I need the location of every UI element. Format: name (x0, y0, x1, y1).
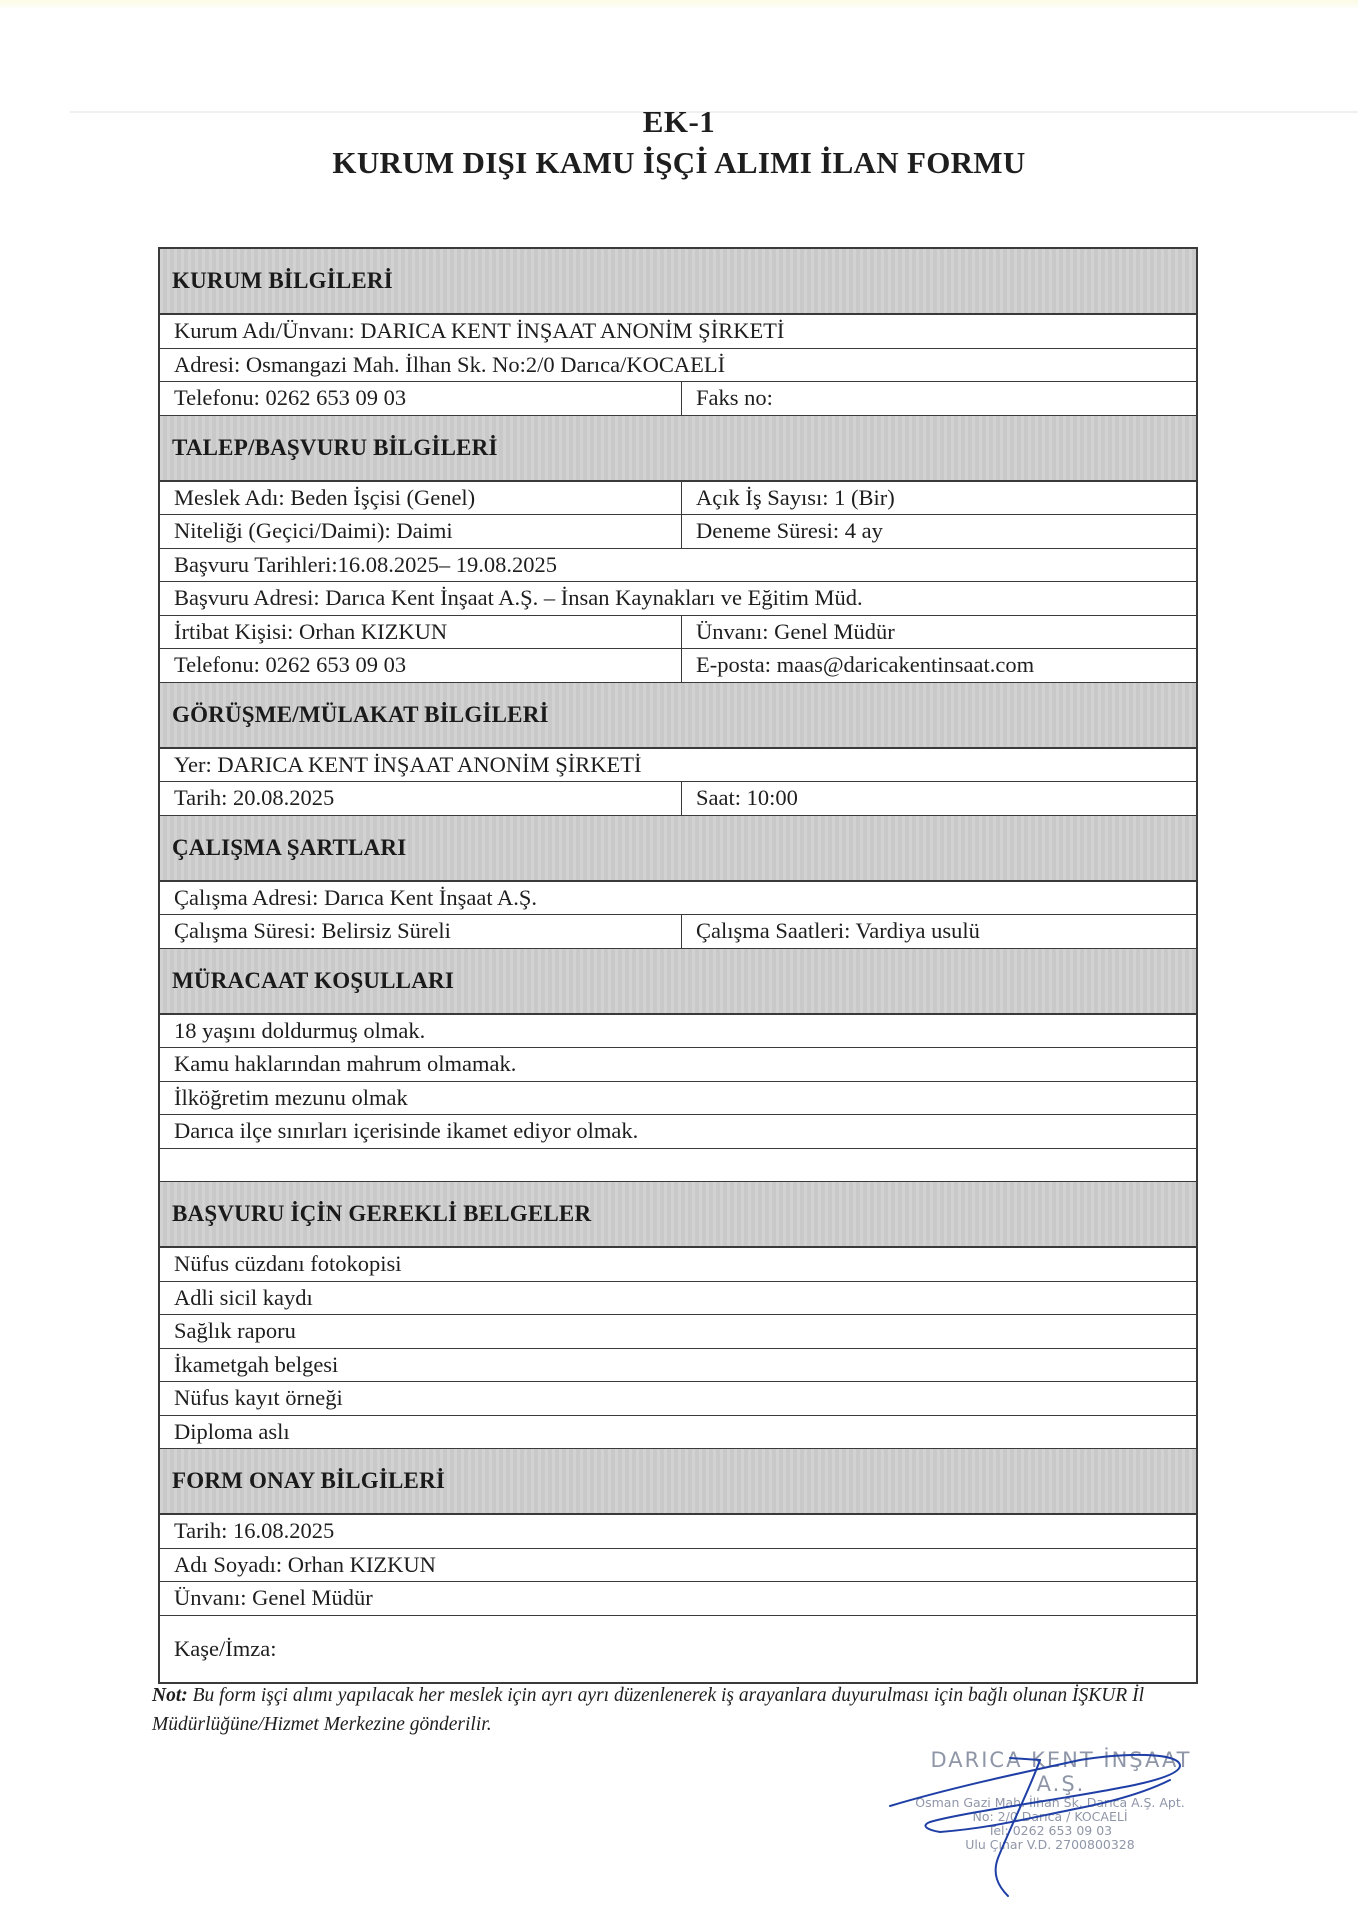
condition-item: İlköğretim mezunu olmak (174, 1084, 408, 1110)
contact-title: Ünvanı: Genel Müdür (696, 618, 895, 644)
form-row (160, 1549, 1196, 1583)
condition-row (160, 1048, 1196, 1082)
form-row (160, 382, 1196, 416)
contact-phone: Telefonu: 0262 653 09 03 (160, 649, 682, 682)
signature-icon (880, 1748, 1220, 1898)
work-hours: Çalışma Saatleri: Vardiya usulü (696, 918, 980, 944)
occupation-name: Meslek Adı: Beden İşçisi (Genel) (160, 482, 682, 515)
form-row (160, 515, 1196, 549)
company-stamp (880, 1748, 1220, 1858)
stamp-company: DARICA KENT İNŞAAT A.Ş. (930, 1748, 1192, 1796)
section-header-muracaat: MÜRACAAT KOŞULLARI (160, 949, 1196, 1015)
document-row (160, 1315, 1196, 1349)
application-address: Başvuru Adresi: Darıca Kent İnşaat A.Ş. – İnsan Kaynakları ve Eğitim Müd. (174, 585, 863, 611)
condition-item (160, 1149, 1196, 1182)
institution-phone: Telefonu: 0262 653 09 03 (160, 382, 682, 415)
document-row (160, 1282, 1196, 1316)
stamp-city: No: 2/0 Darıca / KOCAELİ (972, 1809, 1128, 1824)
form-row (160, 1515, 1196, 1549)
condition-row (160, 1082, 1196, 1116)
page-title: KURUM DIŞI KAMU İŞÇİ ALIMI İLAN FORMU (332, 145, 1026, 180)
section-header-talep: TALEP/BAŞVURU BİLGİLERİ (160, 416, 1196, 482)
document-row (160, 1382, 1196, 1416)
institution-fax: Faks no: (696, 385, 773, 411)
trial-period: Deneme Süresi: 4 ay (696, 518, 883, 544)
form-row (160, 616, 1196, 650)
document-item: Sağlık raporu (174, 1318, 296, 1344)
footnote (152, 1681, 1212, 1739)
section-header-gorusme: GÖRÜŞME/MÜLAKAT BİLGİLERİ (160, 683, 1196, 749)
annex-label: EK-1 (642, 104, 716, 139)
section-header-onay: FORM ONAY BİLGİLERİ (160, 1449, 1196, 1515)
work-duration: Çalışma Süresi: Belirsiz Süreli (160, 915, 682, 948)
footnote-label: Not: (152, 1685, 188, 1706)
employment-nature: Niteliği (Geçici/Daimi): Daimi (160, 515, 682, 548)
form-row (160, 582, 1196, 616)
institution-address: Adresi: Osmangazi Mah. İlhan Sk. No:2/0 Darıca/KOCAELİ (174, 351, 726, 377)
document-item: İkametgah belgesi (174, 1351, 339, 1377)
form-row (160, 1582, 1196, 1616)
approver-name: Adı Soyadı: Orhan KIZKUN (174, 1551, 436, 1577)
document-row (160, 1349, 1196, 1383)
document-item: Nüfus kayıt örneği (174, 1385, 343, 1411)
document-header (0, 103, 1358, 185)
document-item: Adli sicil kaydı (174, 1284, 313, 1310)
form-row (160, 749, 1196, 783)
stamp-phone: Tel: 0262 653 09 03 (987, 1823, 1113, 1838)
form-row (160, 1616, 1196, 1682)
section-header-kurum: KURUM BİLGİLERİ (160, 249, 1196, 315)
stamp-address: Osman Gazi Mah. İlhan Sk. Darıca A.Ş. Apt. (915, 1795, 1185, 1810)
footnote-text: Bu form işçi alımı yapılacak her meslek için ayrı ayrı düzenlenerek iş arayanlara duyurulması için bağlı olunan İŞKUR İl Müdürlüğüne/Hizmet Merkezine gönderilir. (152, 1685, 1145, 1735)
contact-email: E-posta: maas@daricakentinsaat.com (696, 652, 1035, 678)
stamp-signature-field: Kaşe/İmza: (174, 1635, 277, 1661)
condition-row-empty (160, 1149, 1196, 1183)
form-row (160, 782, 1196, 816)
condition-item: 18 yaşını doldurmuş olmak. (174, 1017, 426, 1043)
document-row (160, 1248, 1196, 1282)
form-row (160, 349, 1196, 383)
document-row (160, 1416, 1196, 1450)
institution-name: Kurum Adı/Ünvanı: DARICA KENT İNŞAAT ANONİM ŞİRKETİ (174, 318, 785, 344)
section-header-belgeler: BAŞVURU İÇİN GEREKLİ BELGELER (160, 1182, 1196, 1248)
open-positions: Açık İş Sayısı: 1 (Bir) (696, 484, 895, 510)
form-row (160, 649, 1196, 683)
interview-place: Yer: DARICA KENT İNŞAAT ANONİM ŞİRKETİ (174, 751, 642, 777)
condition-row (160, 1115, 1196, 1149)
contact-person: İrtibat Kişisi: Orhan KIZKUN (160, 616, 682, 649)
interview-date: Tarih: 20.08.2025 (160, 782, 682, 815)
condition-item: Kamu haklarından mahrum olmamak. (174, 1051, 517, 1077)
application-dates: Başvuru Tarihleri:16.08.2025– 19.08.2025 (174, 551, 557, 577)
job-posting-form (158, 247, 1198, 1684)
form-row (160, 482, 1196, 516)
interview-time: Saat: 10:00 (696, 785, 798, 811)
stamp-tax: Ulu Çınar V.D. 2700800328 (965, 1837, 1135, 1852)
scan-edge-tint (0, 0, 1358, 9)
approval-date: Tarih: 16.08.2025 (174, 1518, 335, 1544)
form-row (160, 915, 1196, 949)
approver-title: Ünvanı: Genel Müdür (174, 1585, 373, 1611)
document-item: Nüfus cüzdanı fotokopisi (174, 1251, 402, 1277)
form-row (160, 882, 1196, 916)
condition-item: Darıca ilçe sınırları içerisinde ikamet ediyor olmak. (174, 1118, 639, 1144)
document-item: Diploma aslı (174, 1418, 290, 1444)
form-row (160, 549, 1196, 583)
section-header-calisma: ÇALIŞMA ŞARTLARI (160, 816, 1196, 882)
work-address: Çalışma Adresi: Darıca Kent İnşaat A.Ş. (174, 884, 538, 910)
condition-row (160, 1015, 1196, 1049)
form-row (160, 315, 1196, 349)
